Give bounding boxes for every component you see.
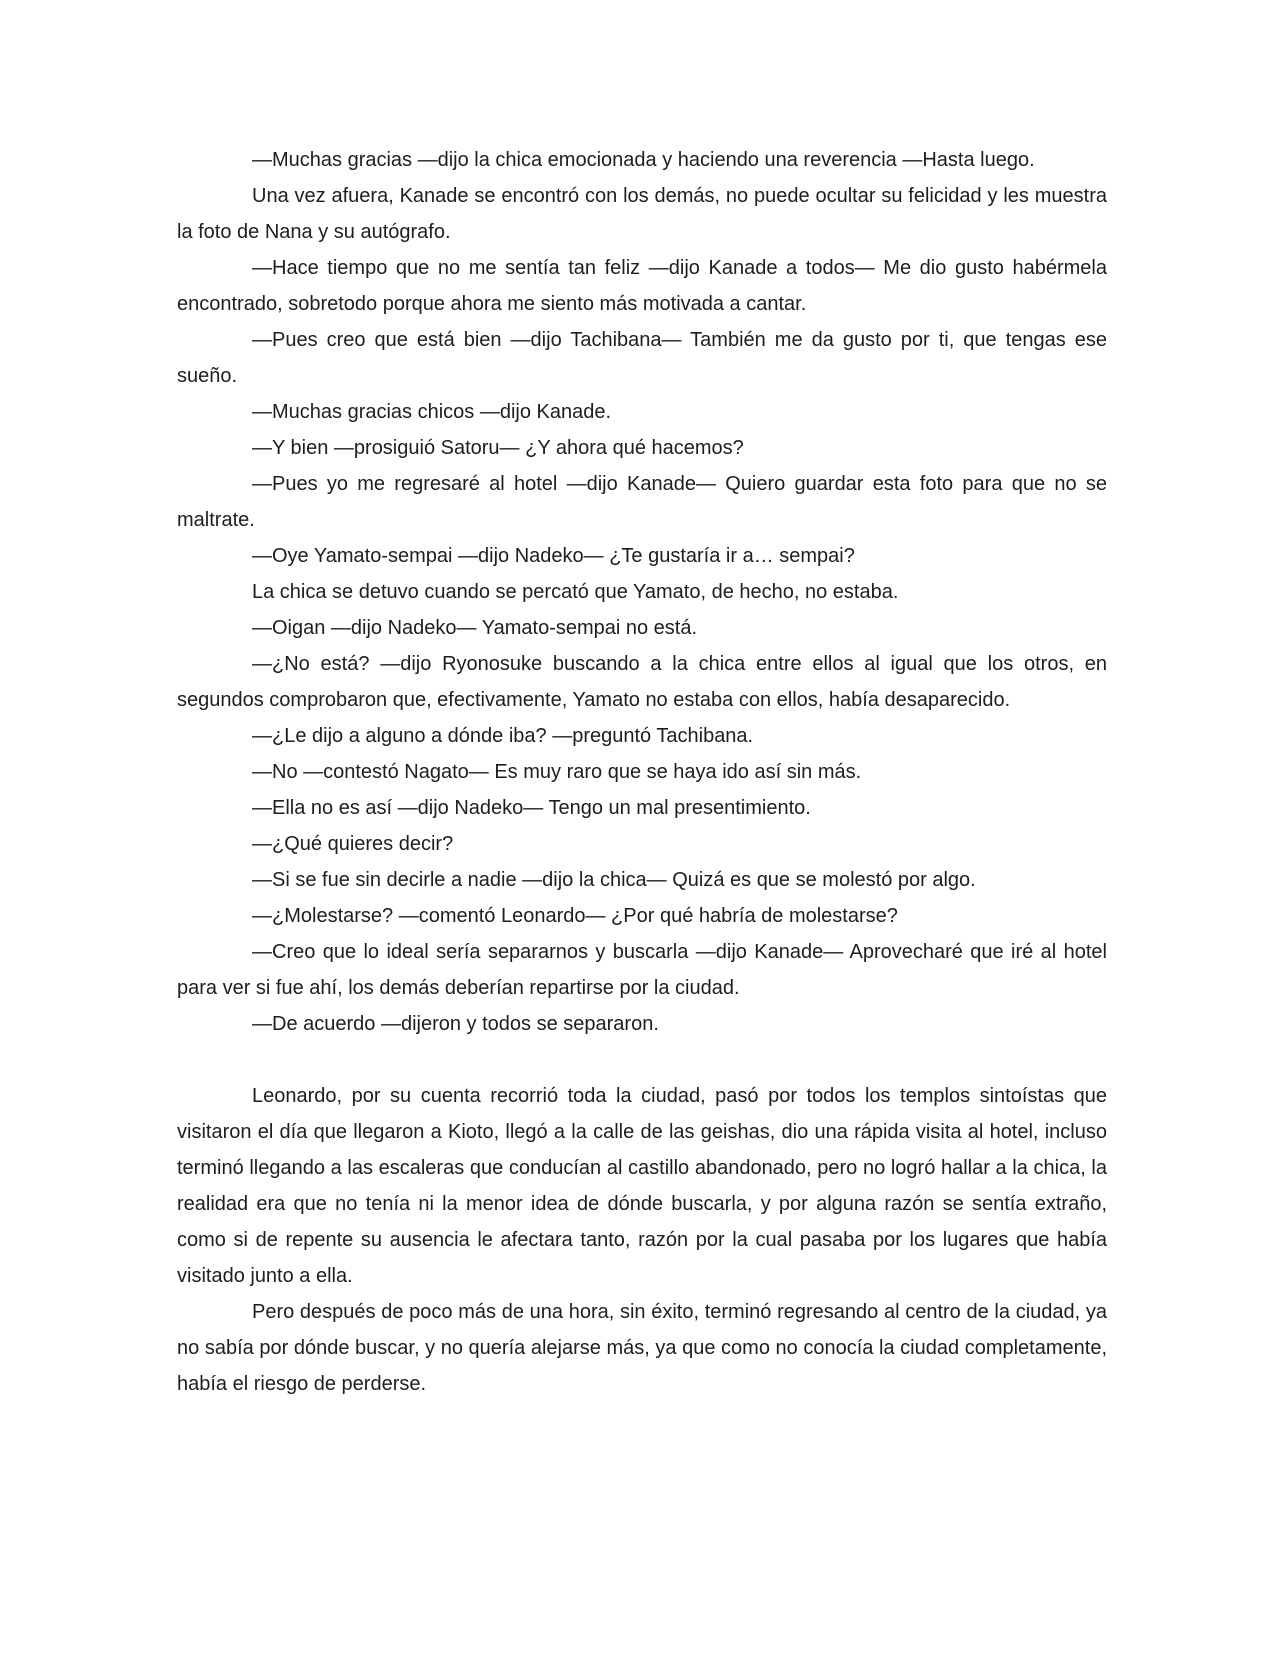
section-break [177, 1042, 1107, 1078]
paragraph: —¿No está? —dijo Ryonosuke buscando a la chica entre ellos al igual que los otros, en segundos comprobaron que, efectivamente, Yamato no estaba con ellos, había desaparecido. [177, 653, 1107, 711]
document-body [177, 142, 1107, 1402]
paragraph: —Oigan —dijo Nadeko— Yamato-sempai no está. [252, 617, 698, 639]
paragraph: Pero después de poco más de una hora, sin éxito, terminó regresando al centro de la ciudad, ya no sabía por dónde buscar, y no quería alejarse más, ya que como no conocía la ciudad completamente, había el riesgo de perderse. [177, 1301, 1107, 1395]
paragraph: —¿Le dijo a alguno a dónde iba? —preguntó Tachibana. [252, 725, 754, 747]
paragraph: —De acuerdo —dijeron y todos se separaron. [252, 1013, 659, 1035]
paragraph: —Muchas gracias chicos —dijo Kanade. [252, 401, 612, 423]
paragraph: —Muchas gracias —dijo la chica emocionada y haciendo una reverencia —Hasta luego. [252, 149, 1035, 171]
paragraph: —No —contestó Nagato— Es muy raro que se haya ido así sin más. [252, 761, 862, 783]
paragraph: —Creo que lo ideal sería separarnos y buscarla —dijo Kanade— Aprovecharé que iré al hotel para ver si fue ahí, los demás deberían repartirse por la ciudad. [177, 941, 1107, 999]
paragraph: —Pues yo me regresaré al hotel —dijo Kanade— Quiero guardar esta foto para que no se maltrate. [177, 473, 1107, 531]
paragraph: —Ella no es así —dijo Nadeko— Tengo un mal presentimiento. [252, 797, 811, 819]
paragraph: —¿Qué quieres decir? [252, 833, 454, 855]
paragraph: —Oye Yamato-sempai —dijo Nadeko— ¿Te gustaría ir a… sempai? [252, 545, 855, 567]
paragraph: —¿Molestarse? —comentó Leonardo— ¿Por qué habría de molestarse? [252, 905, 898, 927]
paragraph: —Si se fue sin decirle a nadie —dijo la chica— Quizá es que se molestó por algo. [252, 869, 976, 891]
paragraph: La chica se detuvo cuando se percató que Yamato, de hecho, no estaba. [252, 581, 899, 603]
paragraph: Una vez afuera, Kanade se encontró con los demás, no puede ocultar su felicidad y les muestra la foto de Nana y su autógrafo. [177, 185, 1107, 243]
paragraph: —Pues creo que está bien —dijo Tachibana— También me da gusto por ti, que tengas ese sueño. [177, 329, 1107, 387]
paragraph: —Hace tiempo que no me sentía tan feliz —dijo Kanade a todos— Me dio gusto habérmela encontrado, sobretodo porque ahora me siento más motivada a cantar. [177, 257, 1107, 315]
paragraph: —Y bien —prosiguió Satoru— ¿Y ahora qué hacemos? [252, 437, 744, 459]
paragraph: Leonardo, por su cuenta recorrió toda la ciudad, pasó por todos los templos sintoístas que visitaron el día que llegaron a Kioto, llegó a la calle de las geishas, dio una rápida visita al hotel, incluso terminó llegando a las escaleras que conducían al castillo abandonado, pero no logró hallar a la chica, la realidad era que no tenía ni la menor idea de dónde buscarla, y por alguna razón se sentía extraño, como si de repente su ausencia le afectara tanto, razón por la cual pasaba por los lugares que había visitado junto a ella. [177, 1085, 1107, 1287]
